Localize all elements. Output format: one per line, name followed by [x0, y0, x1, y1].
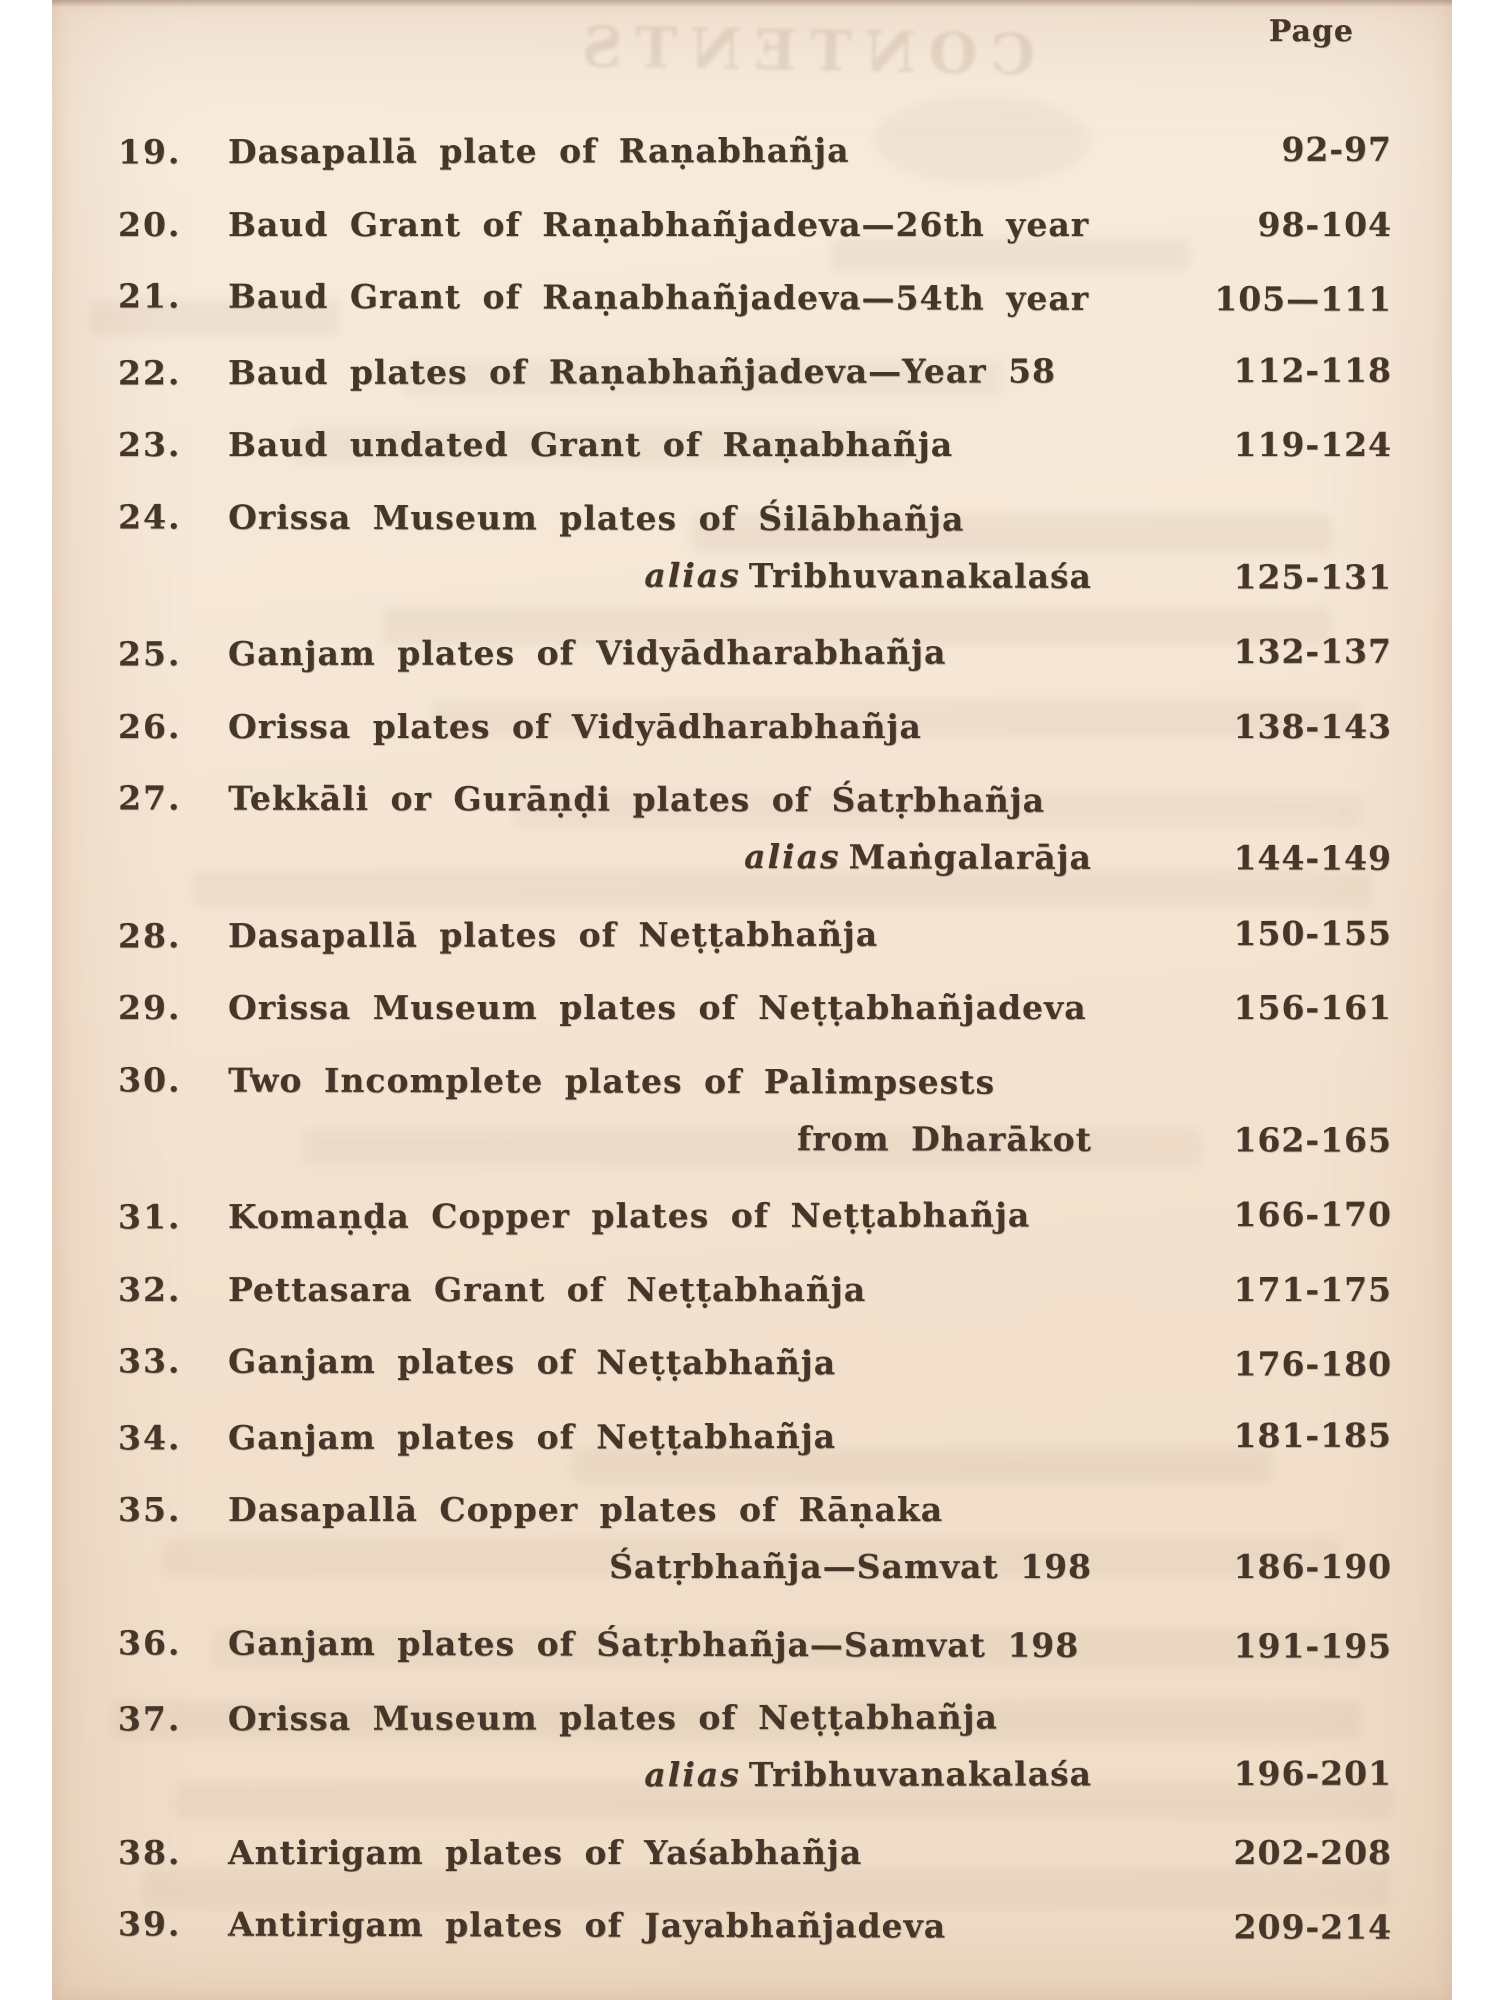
toc-entry: [52, 1414, 1452, 1490]
entry-line2: [52, 553, 1452, 599]
toc-entry: [52, 424, 1452, 498]
entry-page-range: 162-165: [1233, 1119, 1393, 1160]
entry-number: 29.: [118, 988, 182, 1027]
entry-number: 23.: [118, 425, 182, 464]
toc-entry: [52, 912, 1452, 988]
entry-page-range: 186-190: [1233, 1547, 1392, 1586]
entry-page-range: 166-170: [1233, 1194, 1393, 1234]
entry-page-range: 125-131: [1233, 556, 1393, 597]
toc-entry: [52, 1340, 1452, 1417]
entry-line1: [52, 706, 1452, 748]
entry-number: 32.: [118, 1269, 182, 1309]
entry-line1: [52, 1414, 1452, 1459]
entry-title: Dasapallā plate of Raṇabhañja: [227, 130, 850, 172]
entry-title: Tekkāli or Gurāṇḍi plates of Śatṛbhañja: [228, 778, 1046, 820]
entry-continuation: alias Tribhuvanakalaśa: [644, 555, 1093, 596]
entry-page-range: 144-149: [1233, 838, 1393, 878]
entry-line2: [52, 1546, 1452, 1588]
entry-title: Komaṇḍa Copper plates of Neṭṭabhañja: [227, 1195, 1031, 1237]
entry-title: Baud undated Grant of Raṇabhañja: [228, 425, 954, 464]
entry-line2: [52, 834, 1452, 880]
toc-entry: [52, 349, 1452, 425]
entry-number: 33.: [117, 1341, 182, 1381]
entry-line1: [52, 1340, 1452, 1386]
entry-page-range: 181-185: [1233, 1415, 1393, 1455]
entry-number: 39.: [117, 1904, 182, 1944]
entry-line1: [52, 1696, 1452, 1741]
entry-page-range: 150-155: [1233, 913, 1393, 953]
toc-entry: [52, 777, 1452, 915]
toc-entry: [52, 1059, 1452, 1197]
entry-number: 25.: [117, 634, 182, 674]
entry-line1: [52, 631, 1452, 676]
entry-line1: [52, 1832, 1452, 1874]
entry-page-range: 156-161: [1233, 988, 1392, 1027]
entry-title: Ganjam plates of Śatṛbhañja—Samvat 198: [227, 1623, 1080, 1665]
entry-title: Ganjam plates of Neṭṭabhañja: [227, 1341, 837, 1383]
entry-number: 24.: [118, 496, 182, 537]
entry-title: Ganjam plates of Vidyādharabhañja: [227, 632, 947, 674]
entry-title: Baud Grant of Raṇabhañjadeva—26th year: [228, 204, 1090, 244]
entry-line1: [52, 987, 1452, 1029]
entry-title: Pettasara Grant of Neṭṭabhañja: [228, 1269, 867, 1309]
entry-line1: [52, 1903, 1452, 1949]
entry-page-range: 196-201: [1233, 1753, 1393, 1793]
entry-line2: [52, 1116, 1452, 1162]
entry-line1: [52, 912, 1452, 957]
entry-line1: [52, 777, 1452, 823]
entry-line1: [52, 129, 1452, 174]
entry-title: Orissa Museum plates of Śilābhañja: [228, 497, 965, 539]
entry-number: 22.: [117, 352, 182, 392]
entry-line1: [52, 1059, 1452, 1105]
entry-title: Baud plates of Raṇabhañjadeva—Year 58: [227, 350, 1057, 392]
toc-entry: [52, 1696, 1452, 1833]
entry-title: Two Incomplete plates of Palimpsests: [228, 1060, 996, 1102]
entry-continuation: from Dharākot: [797, 1118, 1093, 1159]
entry-line1: [52, 349, 1452, 394]
toc-entry: [52, 204, 1452, 278]
toc-entry: [52, 275, 1452, 352]
entry-number: 20.: [118, 204, 182, 244]
toc-entry: [52, 706, 1452, 780]
entry-title: Antirigam plates of Yaśabhañja: [228, 1832, 863, 1872]
entry-page-range: 92-97: [1281, 129, 1393, 169]
toc-entry: [52, 1489, 1452, 1624]
entry-title: Dasapallā Copper plates of Rāṇaka: [228, 1490, 944, 1529]
entry-number: 27.: [118, 778, 182, 818]
entry-number: 35.: [118, 1490, 182, 1529]
entry-number: 34.: [117, 1417, 182, 1457]
entry-number: 31.: [117, 1197, 182, 1237]
entry-line1: [52, 1622, 1452, 1668]
entry-number: 21.: [117, 276, 182, 316]
toc-list: [52, 130, 1452, 1979]
bleedthrough-contents-text: CONTENTS: [568, 13, 1036, 89]
entry-page-range: 209-214: [1233, 1907, 1393, 1947]
entry-number: 38.: [118, 1832, 182, 1872]
toc-entry: [52, 1832, 1452, 1906]
toc-entry: [52, 496, 1452, 634]
entry-page-range: 132-137: [1233, 631, 1393, 671]
entry-number: 28.: [117, 915, 182, 955]
entry-number: 37.: [117, 1699, 182, 1739]
toc-entry: [52, 1194, 1452, 1270]
entry-page-range: 98-104: [1257, 204, 1392, 244]
entry-title: Baud Grant of Raṇabhañjadeva—54th year: [227, 276, 1090, 318]
toc-entry: [52, 631, 1452, 707]
entry-number: 36.: [117, 1622, 182, 1663]
page-column-header: Page: [1268, 14, 1354, 49]
entry-line1: [52, 275, 1452, 321]
entry-number: 26.: [118, 706, 182, 746]
toc-entry: [52, 1269, 1452, 1343]
entry-page-range: 138-143: [1233, 706, 1392, 746]
entry-title: Ganjam plates of Neṭṭabhañja: [227, 1416, 837, 1457]
entry-page-range: 119-124: [1233, 425, 1392, 464]
entry-page-range: 176-180: [1233, 1344, 1393, 1384]
entry-number: 30.: [118, 1059, 182, 1100]
entry-page-range: 112-118: [1233, 350, 1393, 390]
entry-continuation: Śatṛbhañja—Samvat 198: [609, 1547, 1092, 1586]
toc-entry: [52, 987, 1452, 1061]
entry-title: Orissa Museum plates of Neṭṭabhañjadeva: [228, 988, 1087, 1027]
toc-entry: [52, 1622, 1452, 1699]
entry-line2: [52, 1753, 1452, 1798]
toc-entry: [52, 1903, 1452, 1980]
entry-title: Dasapallā plates of Neṭṭabhañja: [227, 914, 879, 955]
entry-page-range: 105—111: [1214, 279, 1393, 319]
entry-page-range: 171-175: [1233, 1269, 1392, 1309]
entry-title: Orissa Museum plates of Neṭṭabhañja: [227, 1697, 998, 1739]
entry-line1: [52, 1194, 1452, 1239]
entry-number: 19.: [117, 132, 182, 172]
entry-title: Antirigam plates of Jayabhañjadeva: [227, 1904, 947, 1946]
entry-title: Orissa plates of Vidyādharabhañja: [228, 706, 922, 746]
entry-line1: [52, 496, 1452, 542]
book-page: [52, 0, 1452, 2000]
entry-continuation: alias Maṅgalarāja: [744, 836, 1093, 877]
entry-page-range: 191-195: [1233, 1625, 1393, 1666]
entry-page-range: 202-208: [1233, 1832, 1392, 1872]
entry-line1: [52, 1489, 1452, 1531]
entry-line1: [52, 424, 1452, 466]
entry-line1: [52, 1269, 1452, 1311]
toc-entry: [52, 129, 1452, 205]
entry-line1: [52, 204, 1452, 246]
entry-continuation: alias Tribhuvanakalaśa: [644, 1754, 1093, 1795]
